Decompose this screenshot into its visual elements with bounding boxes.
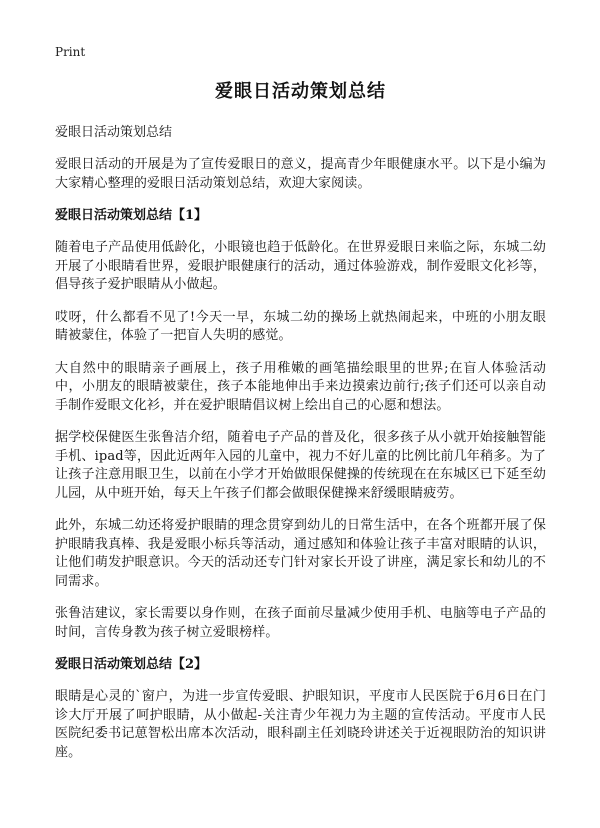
section-1-paragraph-5: 此外，东城二幼还将爱护眼睛的理念贯穿到幼儿的日常生活中，在各个班都开展了保护眼睛我真棒、我是爱眼小标兵等活动，通过感知和体验让孩子丰富对眼睛的认识，让他们萌发护眼意识。今天的活动还专门针对家长开设了讲座，满足家长和幼儿的不同需求。	[55, 518, 546, 589]
section-1-paragraph-2: 哎呀，什么都看不见了!今天一早，东城二幼的操场上就热闹起来，中班的小朋友眼睛被蒙住，体验了一把盲人失明的感觉。	[55, 309, 546, 343]
document-subtitle: 爱眼日活动策划总结	[55, 125, 173, 140]
section-heading-1: 爱眼日活动策划总结【1】	[55, 208, 208, 223]
section-1-paragraph-3: 大自然中的眼睛亲子画展上，孩子用稚嫩的画笔描绘眼里的世界;在盲人体验活动中，小朋友的眼睛被蒙住，孩子本能地伸出手来边摸索边前行;孩子们还可以亲自动手制作爱眼文化衫，并在爱护眼睛倡议树上绘出自己的心愿和想法。	[55, 360, 546, 413]
intro-paragraph: 爱眼日活动的开展是为了宣传爱眼日的意义，提高青少年眼健康水平。以下是小编为大家精心整理的爱眼日活动策划总结，欢迎大家阅读。	[55, 157, 546, 191]
section-1-paragraph-4: 据学校保健医生张鲁洁介绍，随着电子产品的普及化，很多孩子从小就开始接触智能手机、ipad等，因此近两年入园的儿童中，视力不好儿童的比例比前几年稍多。为了让孩子注意用眼卫生，以前在小学才开始做眼保健操的传统现在在东城区已下延至幼儿园，从中班开始，每天上午孩子们都会做眼保健操来舒缓眼睛疲劳。	[55, 430, 546, 501]
section-heading-2: 爱眼日活动策划总结【2】	[55, 657, 208, 672]
page-title: 爱眼日活动策划总结	[215, 81, 386, 102]
section-1-paragraph-6: 张鲁洁建议，家长需要以身作则，在孩子面前尽量减少使用手机、电脑等电子产品的时间，言传身教为孩子树立爱眼榜样。	[55, 606, 546, 640]
print-link[interactable]: Print	[55, 45, 86, 59]
section-2-paragraph-1: 眼睛是心灵的`窗户，为进一步宣传爱眼、护眼知识，平度市人民医院于6月6日在门诊大厅开展了呵护眼睛，从小做起-关注青少年视力为主题的宣传活动。平度市人民医院纪委书记葸智松出席本次活动，眼科副主任刘晓玲讲述关于近视眼防治的知识讲座。	[55, 689, 546, 760]
section-1-paragraph-1: 随着电子产品使用低龄化，小眼镜也趋于低龄化。在世界爱眼日来临之际，东城二幼开展了小眼睛看世界，爱眼护眼健康行的活动，通过体验游戏，制作爱眼文化衫等，倡导孩子爱护眼睛从小做起。	[55, 240, 546, 292]
